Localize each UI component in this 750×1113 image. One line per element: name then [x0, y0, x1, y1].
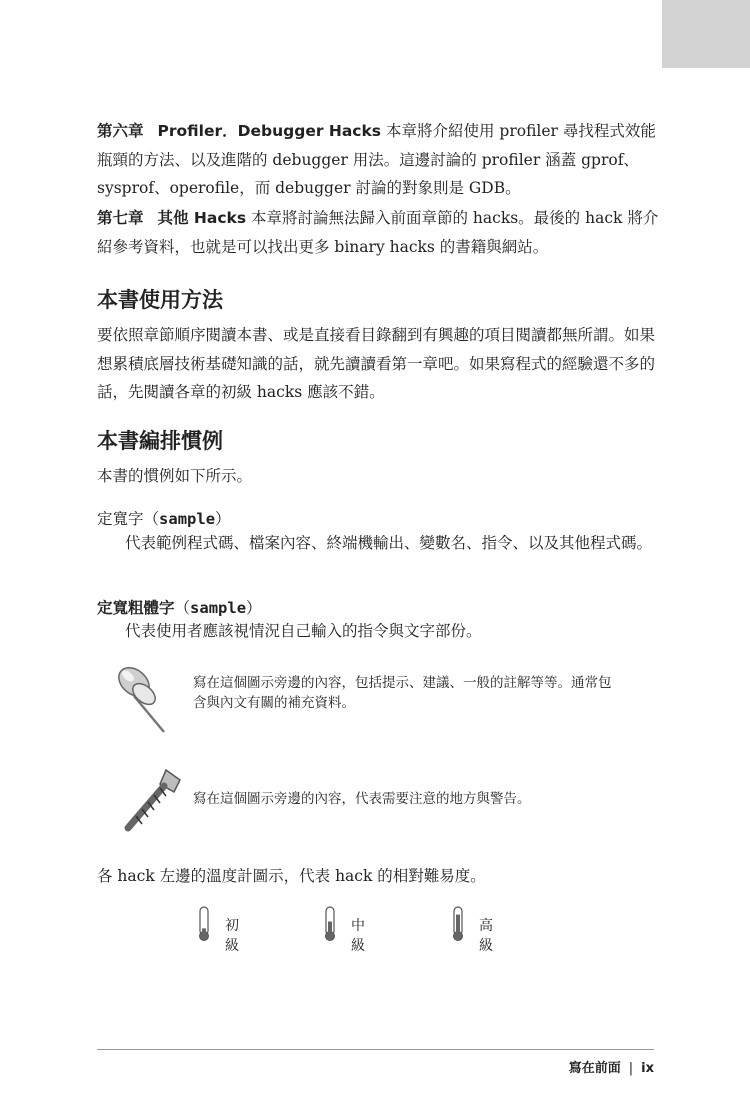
- chapter-seven-text: 本章將討論無法歸入前面章節的 hacks。最後的 hack 將介紹參考資料，也就是可以找出更多 binary hacks 的書籍與網站。: [97, 209, 659, 256]
- conventions-heading: 本書編排慣例: [97, 429, 223, 453]
- warning-note-text: 寫在這個圖示旁邊的內容，代表需要注意的地方與警告。: [193, 791, 531, 807]
- thermometer-beginner-icon: [197, 906, 211, 942]
- constant-width-bold-description: 代表使用者應該視情況自己輸入的指令與文字部份。: [125, 622, 482, 640]
- footer-page-number: ix: [641, 1061, 654, 1076]
- thermometer-intermediate-icon: [323, 906, 337, 942]
- usage-heading: 本書使用方法: [97, 288, 223, 312]
- constant-width-label: 定寬字: [97, 510, 144, 528]
- level-intermediate-label: 中級: [351, 918, 365, 954]
- tip-note-text: 寫在這個圖示旁邊的內容，包括提示、建議、一般的註解等等。通常包含與內文有關的補充資料。: [193, 675, 612, 711]
- chapter-six-label: 第六章: [97, 122, 144, 140]
- chapter-six-title: Profiler．Debugger Hacks: [157, 122, 382, 140]
- footer-section-title: 寫在前面: [568, 1061, 621, 1076]
- constant-width-bold-sample: sample: [190, 599, 247, 617]
- chapter-seven-label: 第七章: [97, 209, 144, 227]
- usage-paragraph: 要依照章節順序閱讀本書、或是直接看目錄翻到有興趣的項目閱讀都無所謂。如果想累積底層技術基礎知識的話，就先讀讀看第一章吧。如果寫程式的經驗還不多的話，先閱讀各章的初級 hacks 應該不錯。: [97, 326, 656, 401]
- level-beginner-label: 初級: [225, 918, 239, 954]
- footer-separator: |: [628, 1061, 634, 1076]
- footer-rule: [97, 1049, 654, 1050]
- chapter-thumb-tab: [662, 0, 750, 68]
- thermometer-advanced-icon: [451, 906, 465, 942]
- chapter-seven-title: 其他 Hacks: [157, 209, 247, 227]
- thermometer-intro: 各 hack 左邊的溫度計圖示，代表 hack 的相對難易度。: [97, 867, 486, 885]
- constant-width-description: 代表範例程式碼、檔案內容、終端機輸出、變數名、指令、以及其他程式碼。: [125, 534, 653, 552]
- constant-width-sample: sample: [159, 510, 216, 528]
- constant-width-term: 定寬字（sample）: [97, 510, 231, 528]
- pushpin-icon: [108, 660, 174, 736]
- chapter-seven-paragraph: [97, 204, 659, 261]
- constant-width-bold-term: 定寬粗體字（sample）: [97, 599, 262, 617]
- screw-icon: [120, 766, 184, 832]
- conventions-intro: 本書的慣例如下所示。: [97, 467, 253, 485]
- chapter-six-text: 本章將介紹使用 profiler 尋找程式效能瓶頸的方法、以及進階的 debugger 用法。這邊討論的 profiler 涵蓋 gprof、sysprof、operofile，而 debugger 討論的對象則是 GDB。: [97, 122, 656, 197]
- constant-width-bold-label: 定寬粗體字: [97, 599, 175, 617]
- page-footer: [569, 1057, 654, 1076]
- level-advanced-label: 高級: [479, 918, 493, 954]
- chapter-six-paragraph: [97, 117, 659, 203]
